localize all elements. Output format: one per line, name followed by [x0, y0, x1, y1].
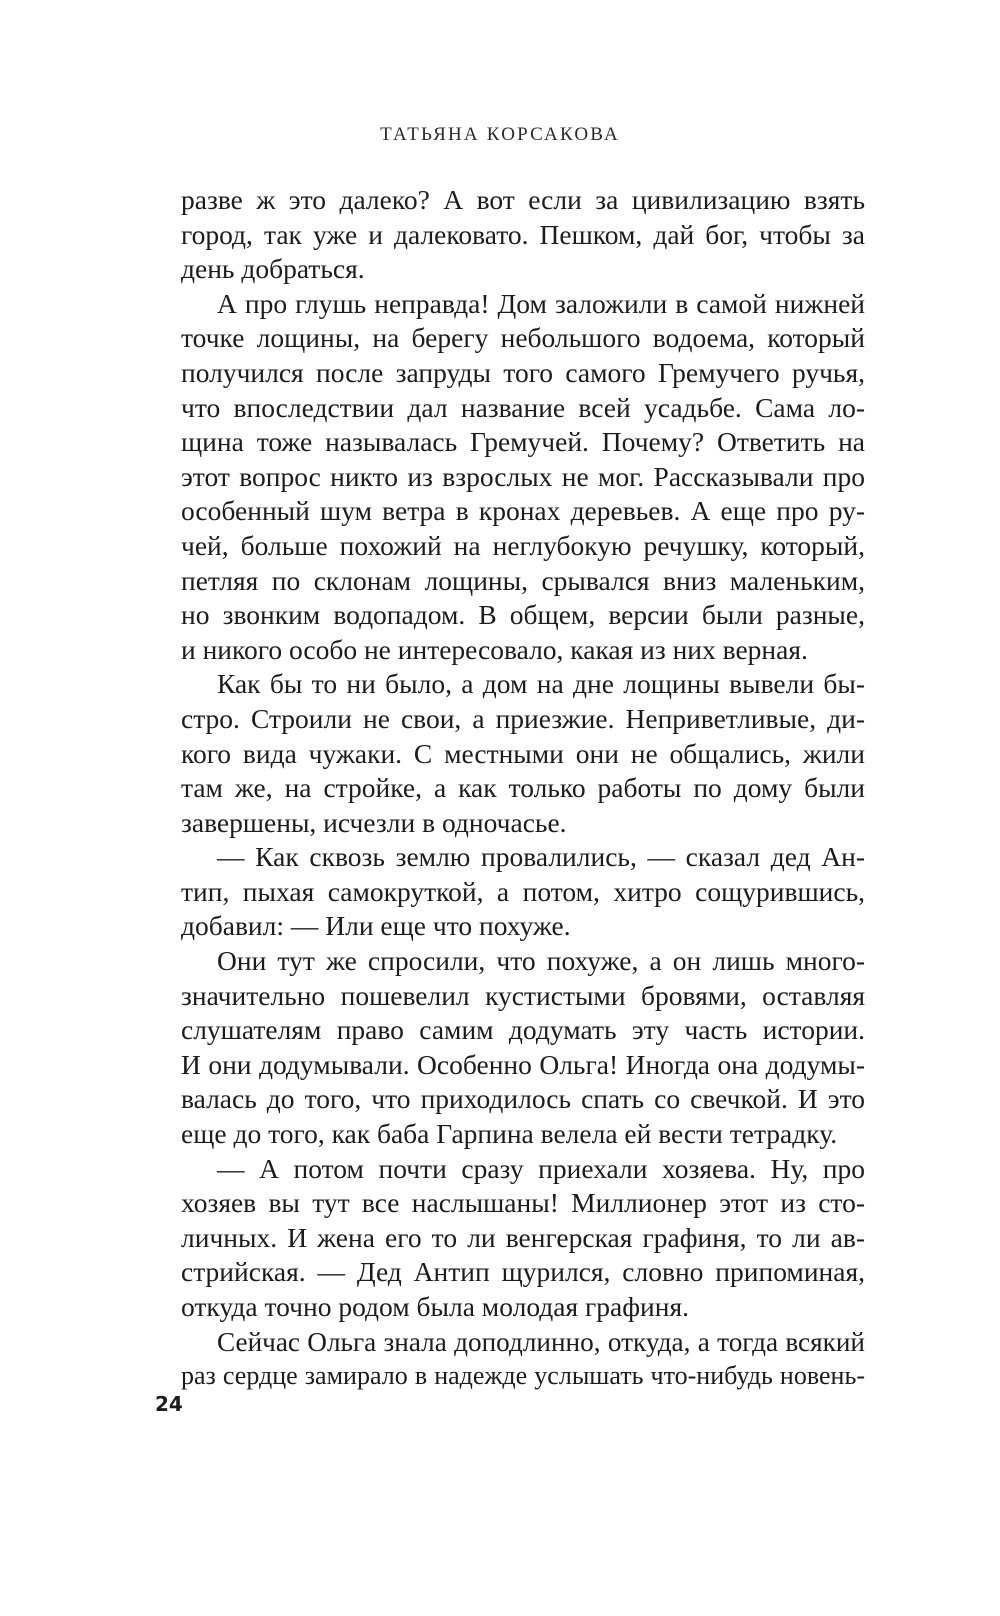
text-line: добавил: — Или еще что похуже.: [181, 910, 571, 942]
text-line: но звонким водопадом. В общем, версии были разные,: [181, 599, 865, 631]
text-line: слушателям право самим додумать эту часть истории.: [181, 1014, 865, 1046]
text-line: город, так уже и далековато. Пешком, дай бог, чтобы за: [181, 218, 865, 250]
text-line: хозяев вы тут все наслышаны! Миллионер этот из сто-: [181, 1187, 865, 1219]
text-line: особенный шум ветра в кронах деревьев. А еще про ру-: [181, 495, 865, 527]
text-line: чей, больше похожий на неглубокую речушку, который,: [181, 529, 865, 561]
text-line: личных. И жена его то ли венгерская графиня, то ли ав-: [181, 1221, 865, 1253]
text-line: разве ж это далеко? А вот если за цивилизацию взять: [181, 184, 865, 215]
text-line: Сейчас Ольга знала доподлинно, откуда, а тогда всякий: [217, 1326, 865, 1357]
running-head-author: ТАТЬЯНА КОРСАКОВА: [380, 124, 620, 145]
text-line: щина тоже называлась Гремучей. Почему? Ответить на: [181, 426, 865, 458]
text-line: этот вопрос никто из взрослых не мог. Рассказывали про: [181, 460, 865, 492]
body-text: [181, 183, 865, 1394]
text-line: откуда точно родом была молодая графиня.: [181, 1291, 690, 1322]
text-line: — Как сквозь землю провалились, — сказал дед Ан-: [217, 841, 865, 873]
text-line: там же, на стройке, а как только работы по дому были: [181, 772, 865, 804]
text-line: тип, пыхая самокруткой, а потом, хитро сощурившись,: [181, 875, 865, 907]
text-line: Как бы то ни было, а дом на дне лощины вывели бы-: [217, 668, 865, 700]
text-line: раз сердце замирало в надежде услышать что-нибудь новень-: [181, 1361, 865, 1391]
text-line: И они додумывали. Особенно Ольга! Иногда она додумы-: [181, 1048, 865, 1080]
text-line: — А потом почти сразу приехали хозяева. Ну, про: [217, 1152, 865, 1184]
text-line: еще до того, как баба Гарпина велела ей вести тетрадку.: [181, 1118, 838, 1150]
text-line: А про глушь неправда! Дом заложили в самой нижней: [217, 287, 865, 319]
text-line: петляя по склонам лощины, срывался вниз маленьким,: [181, 564, 865, 596]
page-number: 24: [155, 1392, 183, 1416]
text-line: получился после запруды того самого Гремучего ручья,: [181, 356, 865, 388]
text-line: кого вида чужаки. С местными они не общались, жили: [181, 737, 865, 769]
text-line: значительно пошевелил кустистыми бровями, оставляя: [181, 979, 865, 1011]
text-line: стро. Строили не свои, а приезжие. Неприветливые, ди-: [181, 702, 865, 734]
text-line: и никого особо не интересовало, какая из них верная.: [181, 633, 808, 665]
text-line: валась до того, что приходилось спать со свечкой. И это: [181, 1083, 865, 1115]
text-line: точке лощины, на берегу небольшого водоема, который: [181, 322, 865, 354]
text-line: стрийская. — Дед Антип щурился, словно припоминая,: [181, 1256, 865, 1288]
text-line: день добраться.: [181, 253, 365, 285]
text-line: завершены, исчезли в одночасье.: [181, 806, 567, 838]
text-line: что впоследствии дал название всей усадьбе. Сама ло-: [181, 391, 865, 423]
text-line: Они тут же спросили, что похуже, а он лишь много-: [217, 945, 865, 977]
